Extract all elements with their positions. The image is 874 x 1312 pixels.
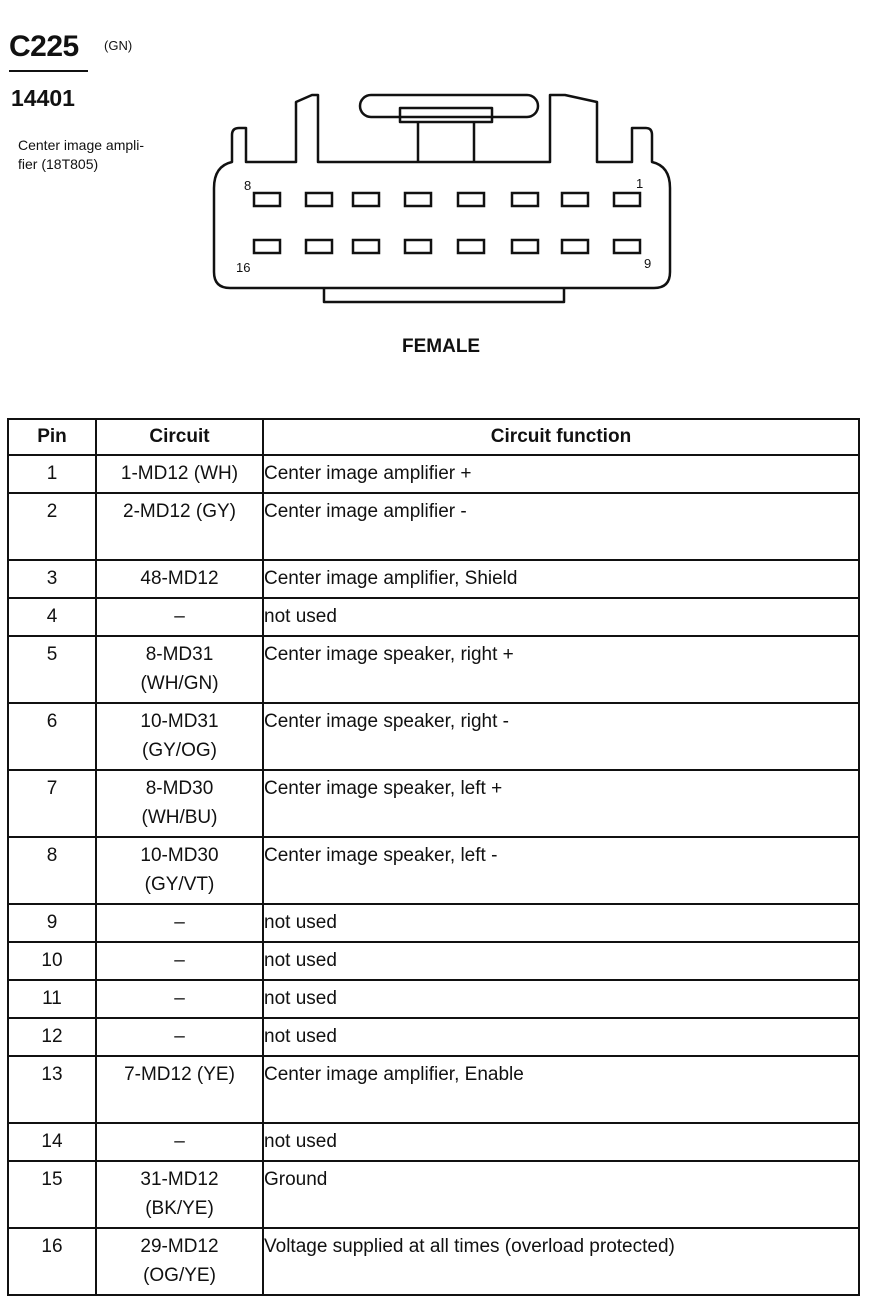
circuit-line: (WH/GN) [140,673,219,694]
table-header-row [8,419,859,455]
header-circuit-function: Circuit function [263,419,859,455]
pin-cavity-6 [353,193,379,206]
table-row [8,1018,859,1056]
header-pin: Pin [8,419,96,455]
circuit-line: 8-MD30 [145,778,214,799]
pin-cavity-10 [562,240,588,253]
circuit-function-cell: Center image amplifier - [263,493,859,560]
header-circuit: Circuit [96,419,263,455]
pin-cavity-8 [254,193,280,206]
pin-cell: 12 [8,1018,96,1056]
pin-cell: 8 [8,837,96,904]
circuit-line: 8-MD31 [145,644,214,665]
circuit-line: (WH/BU) [141,807,218,828]
pin-cavity-9 [614,240,640,253]
circuit-line: – [174,950,185,971]
circuit-line: (GY/OG) [142,740,217,761]
circuit-cell [96,904,263,942]
circuit-function-cell: not used [263,980,859,1018]
circuit-cell [96,1228,263,1295]
circuit-line: 31-MD12 [140,1169,219,1190]
pin-cell: 13 [8,1056,96,1123]
circuit-line: 1-MD12 (WH) [120,463,239,484]
table-row [8,493,859,560]
circuit-function-cell: Ground [263,1161,859,1228]
pin-cavity-13 [405,240,431,253]
circuit-function-cell: Center image speaker, left + [263,770,859,837]
circuit-function-cell: Center image speaker, left - [263,837,859,904]
table-row [8,598,859,636]
circuit-line: – [174,1131,185,1152]
pin-cavity-11 [512,240,538,253]
connector-gender-label: FEMALE [402,336,481,357]
circuit-cell [96,1056,263,1123]
part-number: 14401 [11,85,75,111]
pin-cell: 4 [8,598,96,636]
circuit-cell [96,837,263,904]
top-latch [360,95,538,117]
table-row [8,942,859,980]
circuit-cell [96,636,263,703]
pin-cavity-12 [458,240,484,253]
circuit-function-cell: Center image amplifier, Enable [263,1056,859,1123]
circuit-line: – [174,1026,185,1047]
circuit-function-cell: not used [263,1123,859,1161]
pin-cavity-16 [254,240,280,253]
pin-cavity-7 [306,193,332,206]
circuit-line: 10-MD31 [140,711,219,732]
key-post [418,122,474,162]
circuit-cell [96,598,263,636]
circuit-cell [96,493,263,560]
pin-cell: 11 [8,980,96,1018]
table-row [8,837,859,904]
circuit-cell [96,703,263,770]
table-row [8,455,859,493]
pin-cavity-14 [353,240,379,253]
circuit-cell [96,1018,263,1056]
circuit-line: – [174,912,185,933]
circuit-function-cell: not used [263,904,859,942]
circuit-line: 2-MD12 (GY) [123,501,236,522]
circuit-line: 48-MD12 [140,568,219,589]
table-row [8,980,859,1018]
table-row [8,1161,859,1228]
connector-id: C225 [9,30,79,63]
pin-cavity-1 [614,193,640,206]
pin-cell: 5 [8,636,96,703]
connector-body [214,95,670,288]
pin-cell: 6 [8,703,96,770]
circuit-function-cell: Center image amplifier + [263,455,859,493]
description-line-2: fier (18T805) [18,156,99,172]
pin-cell: 1 [8,455,96,493]
color-code: (GN) [104,38,133,53]
description-line-1: Center image ampli- [18,137,145,153]
pin-label-top-left: 8 [244,178,252,193]
id-underline [9,70,88,72]
component-description [18,136,178,174]
pin-cavity-5 [405,193,431,206]
circuit-function-cell: Center image amplifier, Shield [263,560,859,598]
circuit-function-cell: not used [263,942,859,980]
pin-cell: 16 [8,1228,96,1295]
circuit-cell [96,1161,263,1228]
pin-cell: 14 [8,1123,96,1161]
pin-cavity-3 [512,193,538,206]
circuit-cell [96,1123,263,1161]
circuit-line: 10-MD30 [140,845,219,866]
circuit-function-cell: not used [263,598,859,636]
table-row [8,703,859,770]
connector-face-diagram [212,90,682,310]
circuit-line: 29-MD12 [140,1236,219,1257]
circuit-line: (BK/YE) [145,1198,214,1219]
polarizing-key [400,108,492,122]
circuit-line: 7-MD12 (YE) [124,1064,235,1085]
circuit-cell [96,455,263,493]
pin-cell: 10 [8,942,96,980]
circuit-line: – [174,606,185,627]
table-row [8,560,859,598]
pin-cell: 2 [8,493,96,560]
table-row [8,1056,859,1123]
table-row [8,1228,859,1295]
pin-label-top-right: 1 [636,176,644,191]
circuit-cell [96,942,263,980]
circuit-function-cell: not used [263,1018,859,1056]
pin-cavity-15 [306,240,332,253]
circuit-line: – [174,988,185,1009]
table-row [8,904,859,942]
pin-cell: 15 [8,1161,96,1228]
pin-cell: 7 [8,770,96,837]
pin-label-bottom-left: 16 [236,260,251,275]
circuit-line: (GY/VT) [144,874,215,895]
pin-cell: 3 [8,560,96,598]
pinout-table [7,418,860,1296]
pin-cell: 9 [8,904,96,942]
circuit-line: (OG/YE) [143,1265,216,1286]
circuit-cell [96,770,263,837]
circuit-function-cell: Voltage supplied at all times (overload protected) [263,1228,859,1295]
circuit-cell [96,560,263,598]
circuit-function-cell: Center image speaker, right + [263,636,859,703]
circuit-cell [96,980,263,1018]
pin-cavity-2 [562,193,588,206]
table-row [8,770,859,837]
table-row [8,636,859,703]
circuit-function-cell: Center image speaker, right - [263,703,859,770]
bottom-lip [324,288,564,302]
table-row [8,1123,859,1161]
pin-label-bottom-right: 9 [644,256,652,271]
pin-cavity-4 [458,193,484,206]
